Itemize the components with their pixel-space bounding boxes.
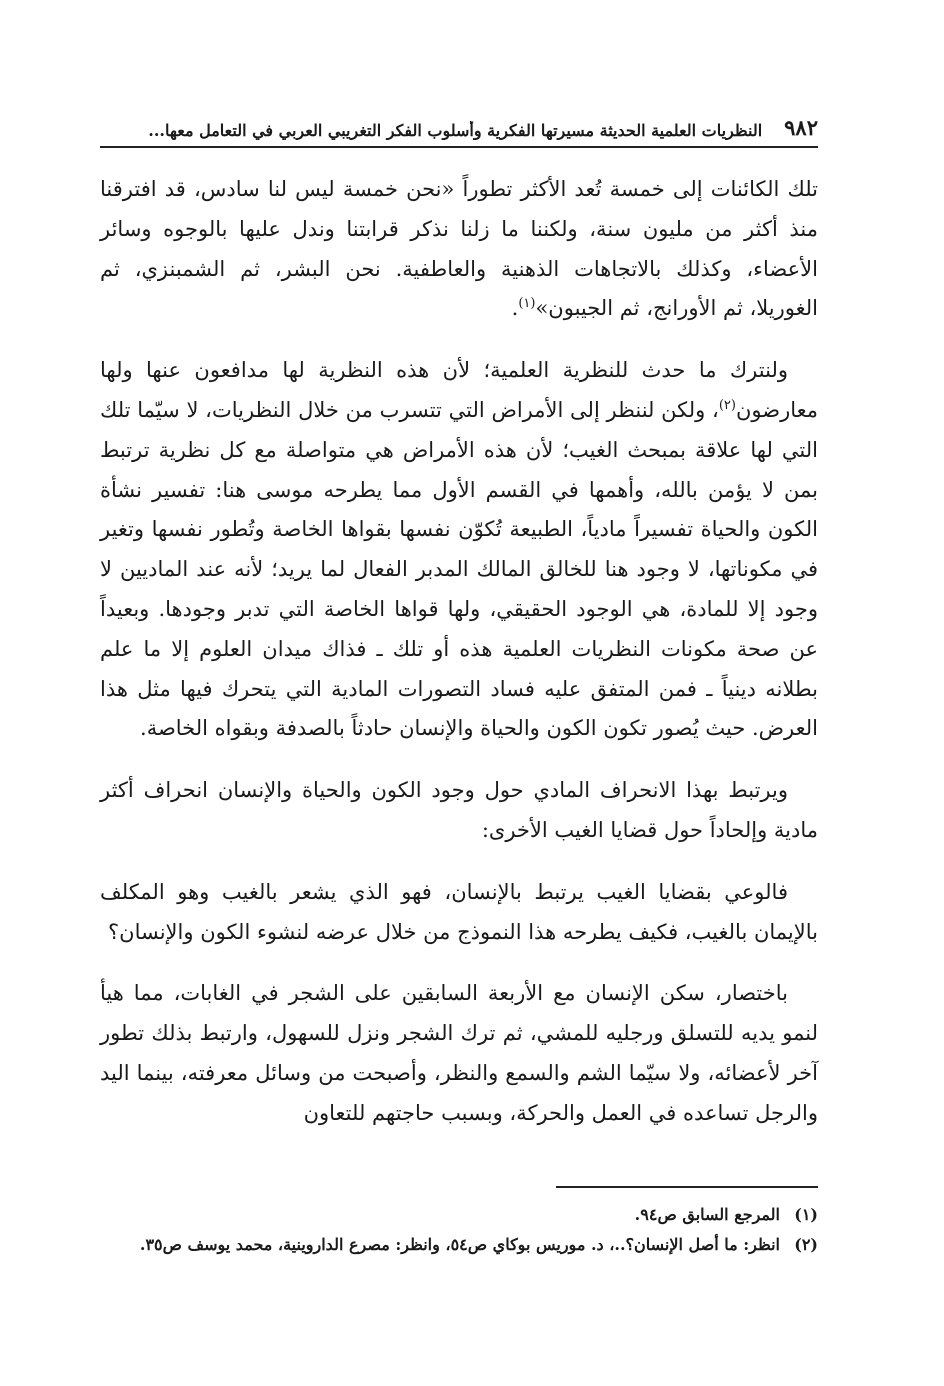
paragraph-3: ويرتبط بهذا الانحراف المادي حول وجود الكون والحياة والإنسان انحراف أكثر مادية وإلحاداً حول قضايا الغيب الأخرى: [100, 778, 818, 842]
paragraph-5: باختصار، سكن الإنسان مع الأربعة السابقين على الشجر في الغابات، مما هيأ لنمو يديه للتسلق ورجليه للمشي، ثم ترك الشجر ونزل للسهول، وارتبط بذلك تطور آخر لأعضائه، ولا سيّما الشم والسمع والنظر، وأصبحت من وسائل معرفته، بينما اليد والرجل تساعده في العمل والحركة، وبسبب حاجتهم للتعاون [100, 981, 818, 1125]
footnotes [100, 1200, 818, 1260]
paragraph-2 [100, 351, 818, 749]
paragraph-2-text-b: ، ولكن لننظر إلى الأمراض التي تتسرب من خلال النظريات، لا سيّما تلك التي لها علاقة بمبحث الغيب؛ لأن هذه الأمراض هي متواصلة مع كل نظرية ترتبط بمن لا يؤمن بالله، وأهمها في القسم الأول مما يطرحه موسى هنا: تفسير نشأة الكون والحياة تفسيراً مادياً، الطبيعة تُكوّن نفسها بقواها الخاصة وتُطور نفسها وتغير في مكوناتها، لا وجود هنا للخالق المالك المدبر الفعال لما يريد؛ لأنه عند الماديين لا وجود إلا للمادة، هي الوجود الحقيقي، ولها قواها الخاصة التي تدبر وجودها. وبعيداً عن صحة مكونات النظريات العلمية هذه أو تلك ـ فذاك ميدان العلوم إلا ما علم بطلانه دينياً ـ فمن المتفق عليه فساد التصورات المادية التي يتحرك فيها مثل هذا العرض. حيث يُصور تكون الكون والحياة والإنسان حادثاً بالصدفة وبقواه الخاصة. [100, 397, 818, 741]
footnote-2-text: انظر: ما أصل الإنسان؟..، د. موريس بوكاي ص٥٤، وانظر: مصرع الداروينية، محمد يوسف ص٣٥. [139, 1235, 780, 1254]
paragraph-1-end: . [511, 296, 519, 321]
paragraph-4: فالوعي بقضايا الغيب يرتبط بالإنسان، فهو الذي يشعر بالغيب وهو المكلف بالإيمان بالغيب، فكيف يطرحه هذا النموذج من خلال عرضه لنشوء الكون والإنسان؟ [100, 879, 818, 944]
paragraph-1-text: تلك الكائنات إلى خمسة تُعد الأكثر تطوراً «نحن خمسة ليس لنا سادس، قد افترقنا منذ أكثر من مليون سنة، ولكننا ما زلنا نذكر قرابتنا وندل عليها بالوجوه وسائر الأعضاء، وكذلك بالاتجاهات الذهنية والعاطفية. نحن البشر، ثم الشمبنزي، ثم الغوريلا، ثم الأورانج، ثم الجيبون» [100, 177, 818, 321]
footnote-1-number: (١) [794, 1205, 818, 1224]
footnote-divider [556, 1186, 818, 1188]
footnote-1-text: المرجع السابق ص٩٤. [634, 1205, 780, 1224]
paragraph-1 [100, 170, 818, 329]
running-header [100, 100, 818, 148]
running-title: النظريات العلمية الحديثة مسيرتها الفكرية وأسلوب الفكر التغريبي العربي في التعامل معها... [148, 121, 763, 140]
footnote-2-number: (٢) [794, 1235, 818, 1254]
footnote-ref-2: (٢) [718, 397, 736, 413]
footnote-2 [100, 1230, 818, 1260]
main-text [100, 170, 818, 1156]
paragraph-2-text-a: ولنترك ما حدث للنظرية العلمية؛ لأن هذه النظرية لها مدافعون عنها ولها معارضون [100, 358, 818, 422]
footnote-ref-1: (١) [518, 296, 536, 312]
footnote-1 [100, 1200, 818, 1230]
page-number: ٩٨٢ [784, 115, 818, 140]
